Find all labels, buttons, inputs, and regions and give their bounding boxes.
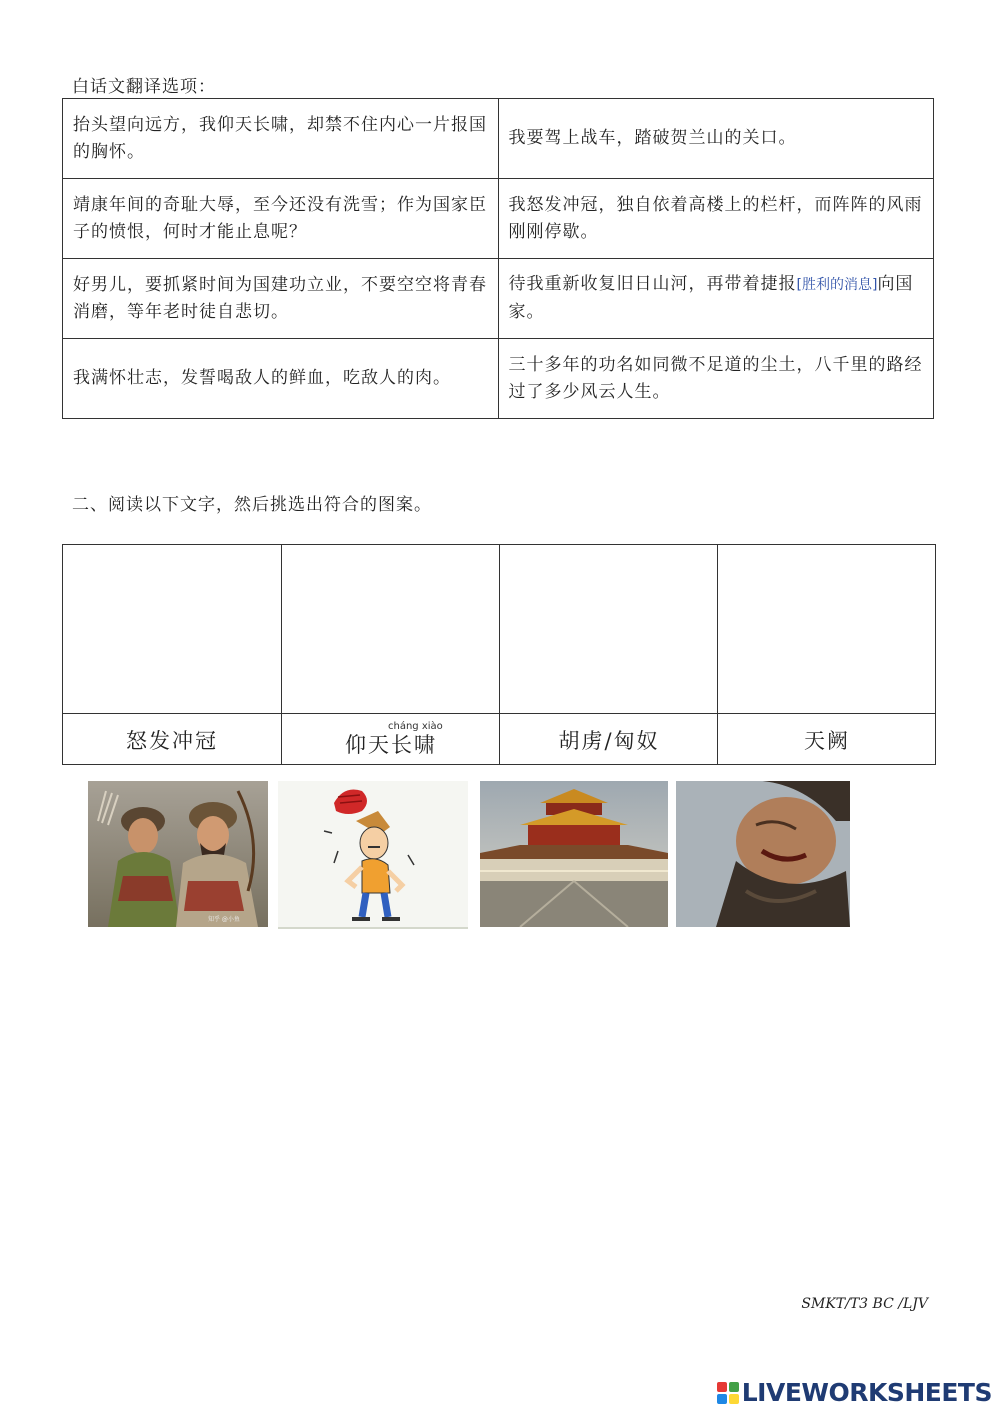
cartoon-illustration (278, 781, 468, 927)
option-text: 待我重新收复旧日山河，再带着捷报 (508, 274, 797, 294)
drop-zone-3[interactable] (500, 545, 718, 713)
crying-man-illustration (676, 781, 850, 927)
translation-option[interactable]: 我满怀壮志，发誓喝敌人的鲜血，吃敌人的肉。 (63, 339, 499, 419)
translation-option[interactable]: 三十多年的功名如同微不足道的尘土，八千里的路经过了多少风云人生。 (498, 339, 934, 419)
table-row (63, 99, 934, 179)
label-nufa-chongguan: 怒发冲冠 (126, 728, 218, 753)
liveworksheets-logo[interactable] (717, 1378, 992, 1407)
translation-table (62, 98, 934, 419)
translation-option[interactable]: 我要驾上战车，踏破贺兰山的关口。 (498, 99, 934, 179)
translation-option[interactable]: 靖康年间的奇耻大辱，至今还没有洗雪；作为国家臣子的愤恨，何时才能止息呢？ (63, 179, 499, 259)
logo-grid-icon (717, 1382, 739, 1404)
table-row (63, 179, 934, 259)
angry-cartoon-image[interactable] (278, 781, 468, 929)
section2-title: 二、阅读以下文字，然后挑选出符合的图案。 (72, 495, 432, 515)
palace-illustration (480, 781, 668, 927)
drop-zone-2[interactable] (282, 545, 500, 713)
label-yangtian-changxiao: 仰天长啸 (345, 732, 437, 757)
warriors-illustration (88, 781, 268, 927)
drop-zone-4[interactable] (718, 545, 936, 713)
picture-match-grid (62, 544, 936, 765)
table-row (63, 259, 934, 339)
crying-man-image[interactable] (676, 781, 850, 927)
label-tianque: 天阙 (804, 728, 850, 753)
section1-title: 白话文翻译选项： (72, 77, 216, 97)
option-text: 向国家。 (508, 274, 914, 322)
pinyin-annotation: cháng xiào (388, 721, 443, 732)
table-row (63, 339, 934, 419)
drop-zone-1[interactable] (63, 545, 281, 713)
translation-option[interactable]: 好男儿，要抓紧时间为国建功立业，不要空空将青春消磨，等年老时徒自悲切。 (63, 259, 499, 339)
label-hulu-xiongnu: 胡虏/匈奴 (558, 728, 660, 753)
palace-image[interactable] (480, 781, 668, 927)
annotation-note: [胜利的消息] (796, 277, 878, 293)
translation-option[interactable]: 我怒发冲冠，独自依着高楼上的栏杆，而阵阵的风雨刚刚停歇。 (498, 179, 934, 259)
translation-option[interactable]: 抬头望向远方，我仰天长啸，却禁不住内心一片报国的胸怀。 (63, 99, 499, 179)
footer-code: SMKT/T3 BC /LJV (801, 1296, 928, 1312)
image-watermark: 知乎 @小鱼 (208, 916, 240, 923)
brand-name: LIVEWORKSHEETS (741, 1378, 992, 1407)
mongol-warriors-image[interactable] (88, 781, 268, 927)
translation-option[interactable] (498, 259, 934, 339)
